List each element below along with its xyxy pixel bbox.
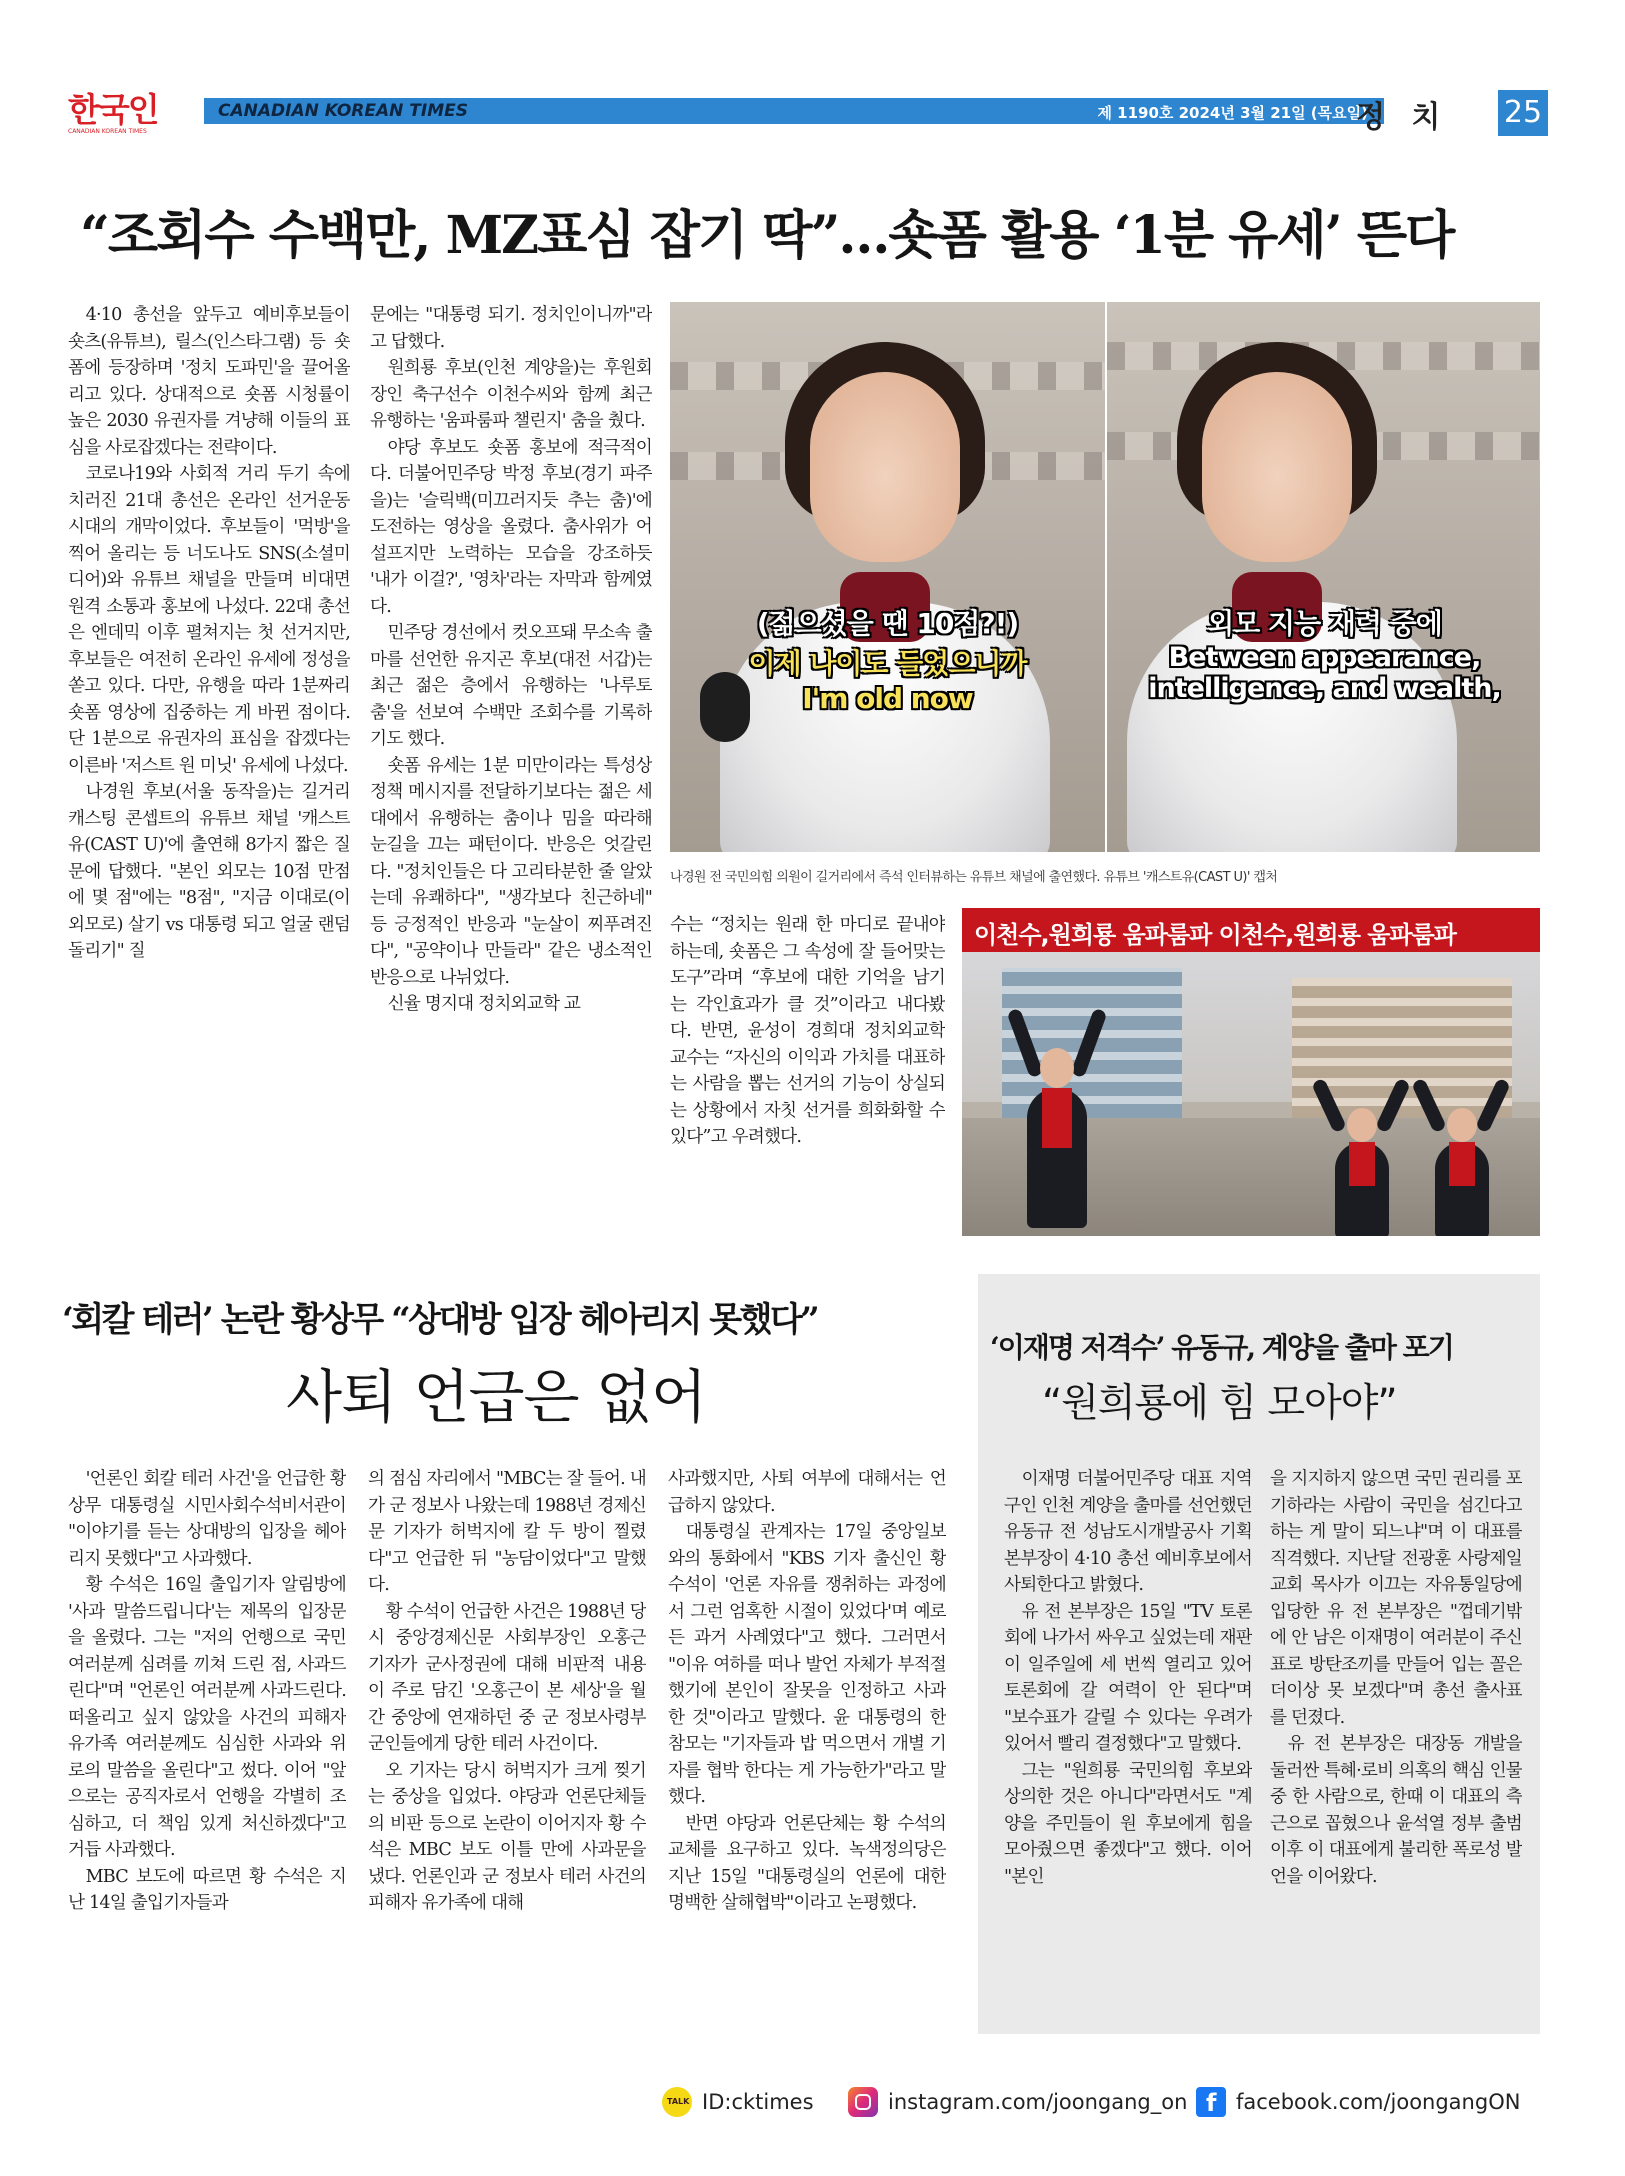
paragraph: 이재명 더불어민주당 대표 지역구인 인천 계양을 출마를 선언했던 유동규 전 성남도시개발공사 기획본부장이 4·10 총선 예비후보에서 사퇴한다고 밝혔다.: [1004, 1469, 1252, 1595]
red-scarf: [1042, 1088, 1072, 1148]
kakaotalk-icon: [662, 2087, 692, 2117]
facebook-glyph: f: [1206, 2089, 1217, 2117]
article2-headline-top: ‘회칼 테러’ 논란 황상무 “상대방 입장 헤아리지 못했다”: [62, 1300, 818, 1340]
facebook-url: facebook.com/joongangON: [1236, 2090, 1521, 2114]
head: [1347, 1108, 1377, 1142]
subtitle-line: I'm old now: [802, 682, 973, 715]
head: [1040, 1048, 1074, 1088]
subtitle-line: 이제 나이도 들었으니까: [748, 647, 1027, 680]
logo-subtext: CANADIAN KOREAN TIMES: [68, 128, 147, 135]
paragraph: 사과했지만, 사퇴 여부에 대해서는 언급하지 않았다.: [668, 1469, 946, 1516]
dancer-figure: [1422, 1078, 1502, 1236]
dancer-figure: [1322, 1078, 1402, 1236]
article2-headline-main: 사퇴 언급은 없어: [286, 1363, 707, 1431]
paragraph: MBC 보도에 따르면 황 수석은 지난 14일 출입기자들과: [68, 1866, 346, 1913]
paragraph: 코로나19와 사회적 거리 두기 속에 치러진 21대 총선은 온라인 선거운동 시대의 개막이었다. 후보들이 '먹방'을 찍어 올리는 등 너도나도 SNS(소셜미디어)와 유튜브 채널을 만들며 비대면 원격 소통과 홍보에 나섰다. 22대 총선은 엔데믹 이후 펼쳐지는 첫 선거지만, 후보들은 여전히 온라인 유세에 정성을 쏟고 있다. 다만, 유행을 따라 1분짜리 숏폼 영상에 집중하는 게 바뀐 점이다. 단 1분으로 유권자의 표심을 잡겠다는 이른바 '저스트 원 미닛' 유세에 나섰다.: [68, 464, 350, 776]
article3-headline-top: ‘이재명 저격수’ 유동규, 계양을 출마 포기: [990, 1331, 1453, 1364]
subtitle-left: [670, 602, 1105, 715]
paragraph: 의 점심 자리에서 "MBC는 잘 들어. 내가 군 정보사 나왔는데 1988년 경제신문 기자가 허벅지에 칼 두 방이 찔렸다"고 언급한 뒤 "농담이었다"고 말했다.: [368, 1469, 646, 1595]
paragraph: 을 지지하지 않으면 국민 권리를 포기하라는 사람이 국민을 섬긴다고 하는 게 말이 되느냐"며 이 대표를 직격했다. 지난달 전광훈 사랑제일교회 목사가 이끄는 자유통일당에 입당한 유 전 본부장은 "껍데기밖에 안 남은 이재명이 여러분이 주신 표로 방탄조끼를 만들어 입는 꼴은 더이상 못 보겠다"며 총선 출사표를 던졌다.: [1270, 1469, 1522, 1728]
article2-column-3: [668, 1466, 946, 2046]
issue-date: 제 1190호 2024년 3월 21일 (목요일): [1097, 104, 1368, 122]
article1-column-3: [670, 912, 945, 1242]
article1-column-2: [370, 302, 652, 1302]
red-scarf: [1349, 1142, 1375, 1186]
dance-challenge-photo: [962, 908, 1540, 1236]
subtitle-right: [1107, 602, 1540, 704]
section-name: 정 치: [1356, 100, 1449, 135]
subtitle-line: Between appearance,: [1168, 642, 1481, 673]
subtitle-line: intelligence, and wealth,: [1148, 673, 1501, 704]
paragraph: 신율 명지대 정치외교학 교: [387, 994, 581, 1014]
paragraph: 유 전 본부장은 15일 "TV 토론회에 나가서 싸우고 싶었는데 재판이 일주일에 세 번씩 열리고 있어 토론회에 갈 여력이 안 된다"며 "보수표가 갈릴 수 있다는 우려가 있어서 빨리 결정했다"고 말했다.: [1004, 1601, 1252, 1754]
subtitle-line: (젊으셨을 땐 10점?!): [756, 607, 1019, 640]
masthead: [68, 92, 1548, 140]
paragraph: 나경원 후보(서울 동작을)는 길거리 캐스팅 콘셉트의 유튜브 채널 '캐스트유(CAST U)'에 출연해 8가지 짧은 질문에 답했다. "본인 외모는 10점 만점에 몇 점"에는 "8점", "지금 이대로(이 외모로) 살기 vs 대통령 되고 얼굴 랜덤 돌리기" 질: [68, 782, 350, 961]
paragraph: 대통령실 관계자는 17일 중앙일보와의 통화에서 "KBS 기자 출신인 황 수석이 '언론 자유를 쟁취하는 과정에서 그런 엄혹한 시절이 있었다'며 예로 든 과거 사례였다"고 했다. 그러면서 "이유 여하를 떠나 발언 자체가 부적절했기에 본인이 잘못을 인정하고 사과한 것"이라고 말했다. 윤 대통령의 한 참모는 "기자들과 밥 먹으면서 개별 기자를 협박 한다는 게 가능한가"라고 말했다.: [668, 1522, 946, 1807]
photo-caption: 나경원 전 국민의힘 의원이 길거리에서 즉석 인터뷰하는 유튜브 채널에 출연했다. 유튜브 '캐스트유(CAST U)' 캡처: [670, 870, 1278, 885]
facebook-link[interactable]: [1196, 2085, 1540, 2121]
paragraph: 숏폼 유세는 1분 미만이라는 특성상 정책 메시지를 전달하기보다는 젊은 세대에서 유행하는 춤이나 밈을 따라해 눈길을 끄는 패턴이다. 반응은 엇갈린다. "정치인들은 다 고리타분한 줄 알았는데 유쾌하다", "생각보다 친근하네" 등 긍정적인 반응과 "눈살이 찌푸려진다", "공약이나 만들라" 같은 냉소적인 반응으로 나뉘었다.: [370, 755, 652, 988]
paragraph: 유 전 본부장은 대장동 개발을 둘러싼 특혜·로비 의혹의 핵심 인물 중 한 사람으로, 한때 이 대표의 측근으로 꼽혔으나 윤석열 정부 출범 이후 이 대표에게 불리한 폭로성 발언을 이어왔다.: [1270, 1734, 1522, 1887]
masthead-bar: [204, 98, 1384, 124]
dancer-figure: [1012, 1008, 1102, 1228]
paragraph: '언론인 회칼 테러 사건'을 언급한 황상무 대통령실 시민사회수석비서관이 "이야기를 듣는 상대방의 입장을 헤아리지 못했다"고 사과했다.: [68, 1469, 346, 1569]
newspaper-logo: [68, 92, 198, 138]
instagram-link[interactable]: [848, 2085, 1188, 2121]
kakaotalk-badge: TALK: [667, 2097, 690, 2106]
paragraph: 반면 야당과 언론단체는 황 수석의 교체를 요구하고 있다. 녹색정의당은 지난 15일 "대통령실의 언론에 대한 명백한 살해협박"이라고 논평했다.: [668, 1813, 946, 1913]
paragraph: 4·10 총선을 앞두고 예비후보들이 숏츠(유튜브), 릴스(인스타그램) 등 숏폼에 등장하며 '정치 도파민'을 끌어올리고 있다. 상대적으로 숏폼 시청률이 높은 2030 유권자를 겨냥해 이들의 표심을 사로잡겠다는 전략이다.: [68, 305, 350, 458]
photo-banner: 이천수,원희룡 움파룸파 이천수,원희룡 움파룸파: [962, 908, 1540, 952]
article3-headline-main: “원희룡에 힘 모아야”: [1042, 1381, 1397, 1426]
paragraph: 황 수석은 16일 출입기자 알림방에 '사과 말씀드립니다'는 제목의 입장문을 올렸다. 그는 "저의 언행으로 국민 여러분께 심려를 끼쳐 드린 점, 사과드린다"며 "언론인 여러분께 사과드린다. 떠올리고 싶지 않았을 사건의 피해자 유가족 여러분께도 심심한 사과와 위로의 말씀을 올린다"고 썼다. 이어 "앞으로는 공직자로서 언행을 각별히 조심하고, 더 책임 있게 처신하겠다"고 거듭 사과했다.: [68, 1575, 346, 1860]
article1-column-1: [68, 302, 350, 1302]
paragraph: 야당 후보도 숏폼 홍보에 적극적이다. 더불어민주당 박정 후보(경기 파주을)는 '슬릭백(미끄러지듯 추는 춤)'에 도전하는 영상을 올렸다. 춤사위가 어설프지만 노력하는 모습을 강조하듯 '내가 이걸?', '영차'라는 자막과 함께였다.: [370, 437, 652, 617]
arm: [1006, 1008, 1043, 1079]
interview-photo-right: [1105, 302, 1540, 852]
article2-column-1: [68, 1466, 346, 2046]
article2-column-2: [368, 1466, 646, 2046]
face: [810, 372, 960, 562]
arm: [1070, 1008, 1107, 1079]
paragraph: 황 수석이 언급한 사건은 1988년 당시 중앙경제신문 사회부장인 오홍근 기자가 군사정권에 대해 비판적 내용이 주로 담긴 '오홍근이 본 세상'을 월간 중앙에 연재하던 중 군 정보사령부 군인들에게 당한 테러 사건이다.: [368, 1601, 646, 1754]
page-number: 25: [1498, 90, 1548, 136]
instagram-icon: [848, 2087, 878, 2117]
subtitle-line: 외모 지능 재력 중에: [1207, 607, 1442, 640]
logo-wordmark: 한국인: [68, 90, 158, 129]
article3-column-1: [1004, 1466, 1252, 2026]
kakao-link[interactable]: [662, 2085, 832, 2121]
facebook-icon: [1196, 2087, 1226, 2117]
paragraph: 문에는 "대통령 되기. 정치인이니까"라고 답했다.: [370, 305, 652, 352]
article3-column-2: [1270, 1466, 1522, 2026]
paragraph: 수는 “정치는 원래 한 마디로 끝내야 하는데, 숏폼은 그 속성에 잘 들어맞는 도구”라며 “후보에 대한 기억을 남기는 각인효과가 클 것”이라고 내다봤다. 반면, 윤성이 경희대 정치외교학 교수는 “자신의 이익과 가치를 대표하는 사람을 뽑는 선거의 기능이 상실되는 상황에서 자칫 선거를 희화화할 수 있다”고 우려했다.: [670, 915, 945, 1147]
kakao-id: ID:cktimes: [702, 2090, 814, 2114]
instagram-url: instagram.com/joongang_on: [888, 2090, 1188, 2114]
social-footer: [660, 2085, 1540, 2125]
head: [1447, 1108, 1477, 1142]
interview-photo-left: [670, 302, 1105, 852]
paragraph: 그는 "원희룡 국민의힘 후보와 상의한 것은 아니다"라면서도 "계양을 주민들이 원 후보에게 힘을 모아줬으면 좋겠다"고 했다. 이어 "본인: [1004, 1760, 1252, 1887]
article1-headline: “조회수 수백만, MZ표심 잡기 딱”…숏폼 활용 ‘1분 유세’ 뜬다: [80, 205, 1454, 266]
interview-photo: [670, 302, 1540, 852]
paragraph: 오 기자는 당시 허벅지가 크게 찢기는 중상을 입었다. 야당과 언론단체들의 비판 등으로 논란이 이어지자 황 수석은 MBC 보도 이틀 만에 사과문을 냈다. 언론인과 군 정보사 테러 사건의 피해자 유가족에 대해: [368, 1760, 646, 1913]
paragraph: 민주당 경선에서 컷오프돼 무소속 출마를 선언한 유지곤 후보(대전 서갑)는 최근 젊은 층에서 유행하는 '나루토 춤'을 선보여 수백만 조회수를 기록하기도 했다.: [370, 623, 652, 749]
paper-name: CANADIAN KOREAN TIMES: [218, 101, 468, 121]
red-scarf: [1449, 1142, 1475, 1186]
face: [1202, 372, 1352, 562]
paragraph: 원희룡 후보(인천 계양을)는 후원회장인 축구선수 이천수씨와 함께 최근 유행하는 '움파룸파 챌린지' 춤을 췄다.: [370, 358, 652, 431]
